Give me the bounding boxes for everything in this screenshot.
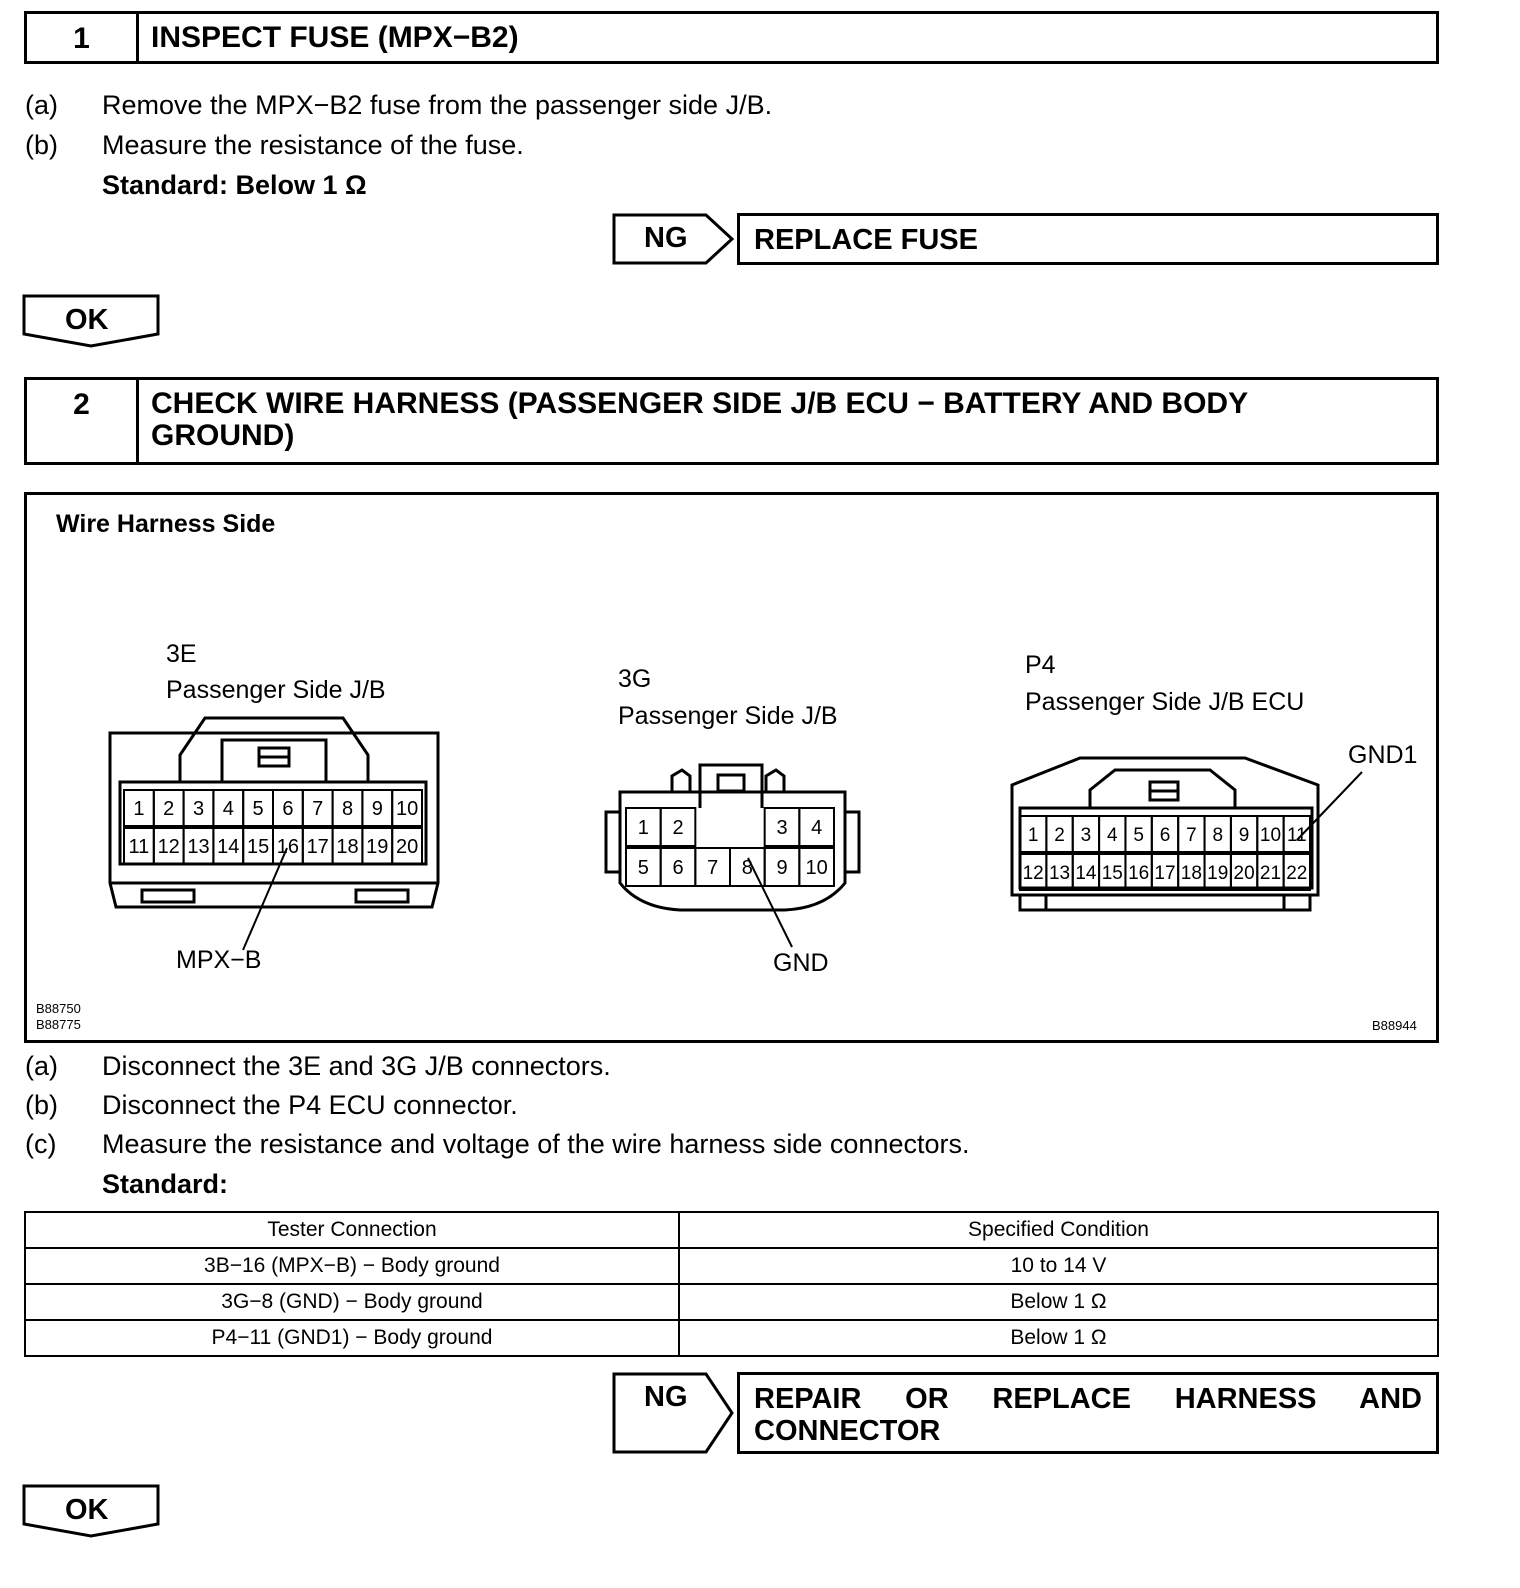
pin-number: 6 bbox=[672, 857, 684, 880]
step-2-ng-action bbox=[737, 1372, 1439, 1454]
pin-number: 7 bbox=[312, 798, 324, 821]
callout-gnd: GND bbox=[773, 949, 829, 977]
pin-number: 8 bbox=[341, 798, 354, 821]
connector-3e-code: 3E bbox=[166, 640, 197, 668]
callout-mpx-b: MPX−B bbox=[176, 946, 262, 974]
instruction-text: Measure the resistance of the fuse. bbox=[102, 130, 524, 160]
ref-code-left-2: B88775 bbox=[36, 1017, 81, 1032]
step-1-title: INSPECT FUSE (MPX−B2) bbox=[151, 21, 519, 54]
pin-number: 2 bbox=[1054, 824, 1065, 846]
table-cell: 3B−16 (MPX−B) − Body ground bbox=[25, 1248, 679, 1284]
pin-number: 1 bbox=[133, 798, 145, 821]
pin-number: 1 bbox=[1027, 824, 1039, 846]
pin-number: 22 bbox=[1286, 862, 1308, 884]
pin-number: 16 bbox=[276, 836, 300, 859]
connector-p4-latch bbox=[1090, 770, 1235, 808]
table-cell: Below 1 Ω bbox=[679, 1284, 1438, 1320]
instruction-text: Measure the resistance and voltage of the wire harness side connectors. bbox=[102, 1129, 970, 1159]
table-row bbox=[25, 1320, 1438, 1356]
connector-3g-pins bbox=[626, 808, 834, 886]
pin-number: 9 bbox=[776, 857, 788, 880]
pin-number: 10 bbox=[805, 857, 828, 880]
connector-3e-pins bbox=[124, 790, 422, 864]
pin-number: 7 bbox=[1186, 824, 1197, 846]
step-2-number: 2 bbox=[27, 380, 139, 462]
table-row bbox=[25, 1284, 1438, 1320]
connector-p4-code: P4 bbox=[1025, 651, 1056, 679]
pin-number: 21 bbox=[1259, 862, 1282, 884]
instruction-label: (a) bbox=[25, 90, 58, 120]
table-header-cell: Tester Connection bbox=[25, 1212, 679, 1248]
pin-number: 19 bbox=[366, 836, 389, 859]
pin-number: 18 bbox=[1180, 862, 1202, 884]
ng-action-text: REPLACE FUSE bbox=[754, 224, 978, 256]
pin-number: 5 bbox=[1133, 824, 1144, 846]
table-header-cell: Specified Condition bbox=[679, 1212, 1438, 1248]
ng-action-line-2: CONNECTOR bbox=[754, 1415, 941, 1447]
ref-code-left-1: B88750 bbox=[36, 1001, 81, 1016]
ref-code-right: B88944 bbox=[1372, 1018, 1417, 1033]
pin-number: 10 bbox=[395, 798, 419, 821]
connector-3g-body bbox=[620, 792, 845, 910]
pin-number: 3 bbox=[192, 798, 205, 821]
connector-p4-name: Passenger Side J/B ECU bbox=[1025, 688, 1305, 716]
step-2-ng-label: NG bbox=[644, 1381, 688, 1413]
table-cell: 10 to 14 V bbox=[679, 1248, 1438, 1284]
pin-number: 9 bbox=[371, 798, 383, 821]
table-cell: Below 1 Ω bbox=[679, 1320, 1438, 1356]
pin-number: 1 bbox=[637, 817, 649, 840]
pin-number: 12 bbox=[1022, 862, 1044, 884]
pin-number: 16 bbox=[1128, 862, 1150, 884]
pin-number: 10 bbox=[1259, 824, 1282, 846]
pin-number: 15 bbox=[1101, 862, 1123, 884]
pin-number: 8 bbox=[1212, 824, 1224, 846]
pin-number: 3 bbox=[1080, 824, 1092, 846]
pin-number: 15 bbox=[246, 836, 270, 859]
pin-number: 14 bbox=[1075, 862, 1097, 884]
callout-gnd1: GND1 bbox=[1348, 741, 1418, 769]
connector-3g-name: Passenger Side J/B bbox=[618, 702, 838, 730]
pin-number: 7 bbox=[707, 857, 719, 880]
pin-number: 8 bbox=[741, 857, 753, 880]
connector-3e-latch bbox=[180, 718, 368, 782]
pin-number: 4 bbox=[222, 798, 234, 821]
pin-number: 5 bbox=[637, 857, 649, 880]
connector-3g-latch bbox=[672, 770, 690, 792]
standard-text: Standard: Below 1 Ω bbox=[102, 170, 367, 200]
pin-number: 6 bbox=[282, 798, 294, 821]
instruction-label: (c) bbox=[25, 1129, 57, 1159]
pin-number: 14 bbox=[217, 836, 240, 859]
pin-number: 2 bbox=[672, 817, 684, 840]
pin-number: 11 bbox=[1286, 824, 1307, 846]
pin-number: 11 bbox=[128, 836, 150, 859]
instruction-text: Disconnect the 3E and 3G J/B connectors. bbox=[102, 1051, 611, 1081]
step-1-number: 1 bbox=[27, 14, 139, 61]
pin-number: 5 bbox=[252, 798, 264, 821]
connector-3e-name: Passenger Side J/B bbox=[166, 676, 386, 704]
pin-number: 20 bbox=[1233, 862, 1255, 884]
pin-number: 3 bbox=[776, 817, 788, 840]
instruction-text: Remove the MPX−B2 fuse from the passenger side J/B. bbox=[102, 90, 773, 120]
table-cell: 3G−8 (GND) − Body ground bbox=[25, 1284, 679, 1320]
diagram-heading: Wire Harness Side bbox=[56, 510, 276, 538]
pin-number: 13 bbox=[1048, 862, 1071, 884]
pin-number: 18 bbox=[336, 836, 359, 859]
pin-number: 6 bbox=[1159, 824, 1171, 846]
table-row bbox=[25, 1248, 1438, 1284]
ng-action-line-1: REPAIR OR REPLACE HARNESS AND bbox=[754, 1383, 1422, 1415]
instruction-label: (b) bbox=[25, 130, 58, 160]
table-cell: P4−11 (GND1) − Body ground bbox=[25, 1320, 679, 1356]
instruction-text: Disconnect the P4 ECU connector. bbox=[102, 1090, 518, 1120]
instruction-label: (a) bbox=[25, 1051, 58, 1081]
step-2-title: CHECK WIRE HARNESS (PASSENGER SIDE J/B ECU − BATTERY AND BODY GROUND) bbox=[151, 387, 1248, 452]
pin-number: 13 bbox=[187, 836, 210, 859]
connector-3g-code: 3G bbox=[618, 665, 652, 693]
standard-text: Standard: bbox=[102, 1169, 229, 1199]
pin-number: 4 bbox=[811, 817, 823, 840]
pin-number: 12 bbox=[157, 836, 180, 859]
step-2-ok-label: OK bbox=[65, 1494, 109, 1526]
pin-number: 17 bbox=[306, 836, 329, 859]
step-1-ok-label: OK bbox=[65, 304, 109, 336]
pin-number: 20 bbox=[395, 836, 419, 859]
connector-p4-pins bbox=[1020, 816, 1310, 890]
pin-number: 2 bbox=[163, 798, 175, 821]
pin-number: 17 bbox=[1154, 862, 1176, 884]
pin-number: 19 bbox=[1207, 862, 1229, 884]
pin-number: 4 bbox=[1106, 824, 1118, 846]
standard-table bbox=[24, 1211, 1439, 1357]
instruction-label: (b) bbox=[25, 1090, 58, 1120]
table-header-row bbox=[25, 1212, 1438, 1248]
step-1-ng-label: NG bbox=[644, 222, 688, 254]
pin-number: 9 bbox=[1238, 824, 1250, 846]
